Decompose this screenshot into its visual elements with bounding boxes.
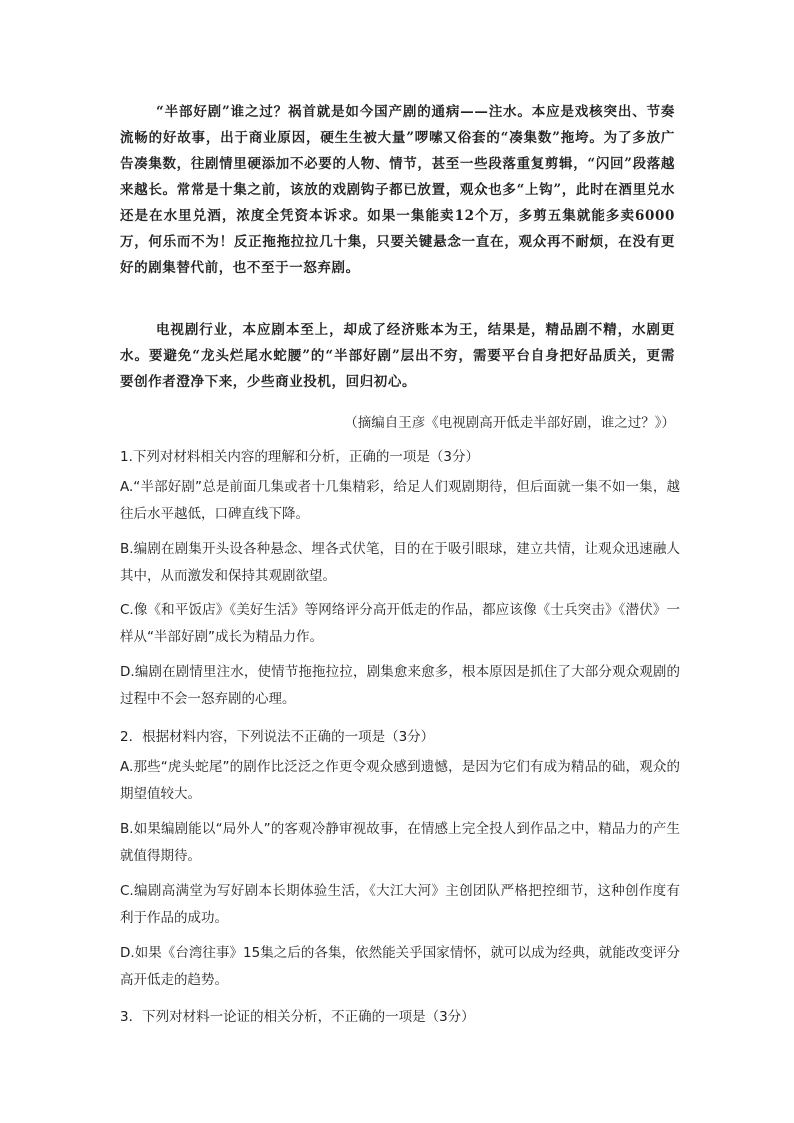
passage-paragraph-1: “半部好剧”谁之过？祸首就是如今国产剧的通病——注水。本应是戏核突出、节奏流畅的好故事，出于商业原因，硬生生被大量”啰嗦又俗套的“凑集数”拖垮。为了多放广告凑集数，往剧情里硬添加不必要的人物、情节，甚至一些段落重复剪辑，“闪回”段落越来越长。常常是十集之前，该放的戏剧钩子都已放置，观众也多“上钩”，此时在酒里兑水还是在水里兑酒，浓度全凭资本诉求。如果一集能卖12个万，多剪五集就能多卖6000万，何乐而不为！反正拖拖拉拉几十集，只要关键悬念一直在，观众再不耐烦，在没有更好的剧集替代前，也不至于一怒弃剧。 xyxy=(120,104,675,276)
question-1-option-a: A.“半部好剧”总是前面几集或者十几集精彩，给足人们观剧期待，但后面就一集不如一集，越往后水平越低，口碑直线下降。 xyxy=(120,479,680,522)
question-1-option-c: C.像《和平饭店》《美好生活》等网络评分高开低走的作品，都应该像《士兵突击》《潜伏》一样从“半部好剧”成长为精品力作。 xyxy=(120,602,680,645)
question-2-option-c: C.编剧高满堂为写好剧本长期体验生活，《大江大河》主创团队严格把控细节，这种创作度有利于作品的成功。 xyxy=(120,883,680,926)
question-1-stem: 1.下列对材料相关内容的理解和分析，正确的一项是（3分） xyxy=(120,449,479,465)
question-2-option-b: B.如果编剧能以“局外人”的客观冷静审视故事，在情感上完全投人到作品之中，精品力的产生就值得期待。 xyxy=(120,821,680,864)
question-1-option-b: B.编剧在剧集开头设各种悬念、埋各式伏笔，目的在于吸引眼球，建立共情，让观众迅速融人其中，从而激发和保持其观剧欲望。 xyxy=(120,541,680,584)
question-1-option-d: D.编剧在剧情里注水，使情节拖拖拉拉，剧集愈来愈多，根本原因是抓住了大部分观众观剧的过程中不会一怒弃剧的心理。 xyxy=(120,664,680,707)
passage-paragraph-2: 电视剧行业，本应剧本至上，却成了经济账本为王，结果是，精品剧不精，水剧更水。要避免“龙头烂尾水蛇腰”的“半部好剧”层出不穷，需要平台自身把好品质关，更需要创作者澄净下来，少些商业投机，回归初心。 xyxy=(120,322,675,390)
question-2-option-d: D.如果《台湾往事》15集之后的各集，依然能关乎国家情怀，就可以成为经典，就能改变评分高开低走的趋势。 xyxy=(120,945,680,988)
question-2-stem: 2．根据材料内容，下列说法不正确的一项是（3分） xyxy=(120,729,435,745)
passage-source: （摘编自王彦《电视剧高开低走半部好剧，谁之过？》） xyxy=(344,415,675,431)
question-2-option-a: A.那些“虎头蛇尾”的剧作比泛泛之作更令观众感到遗憾，是因为它们有成为精品的础，观众的期望值较大。 xyxy=(120,759,680,802)
question-3-stem: 3．下列对材料一论证的相关分析，不正确的一项是（3分） xyxy=(120,1009,475,1025)
